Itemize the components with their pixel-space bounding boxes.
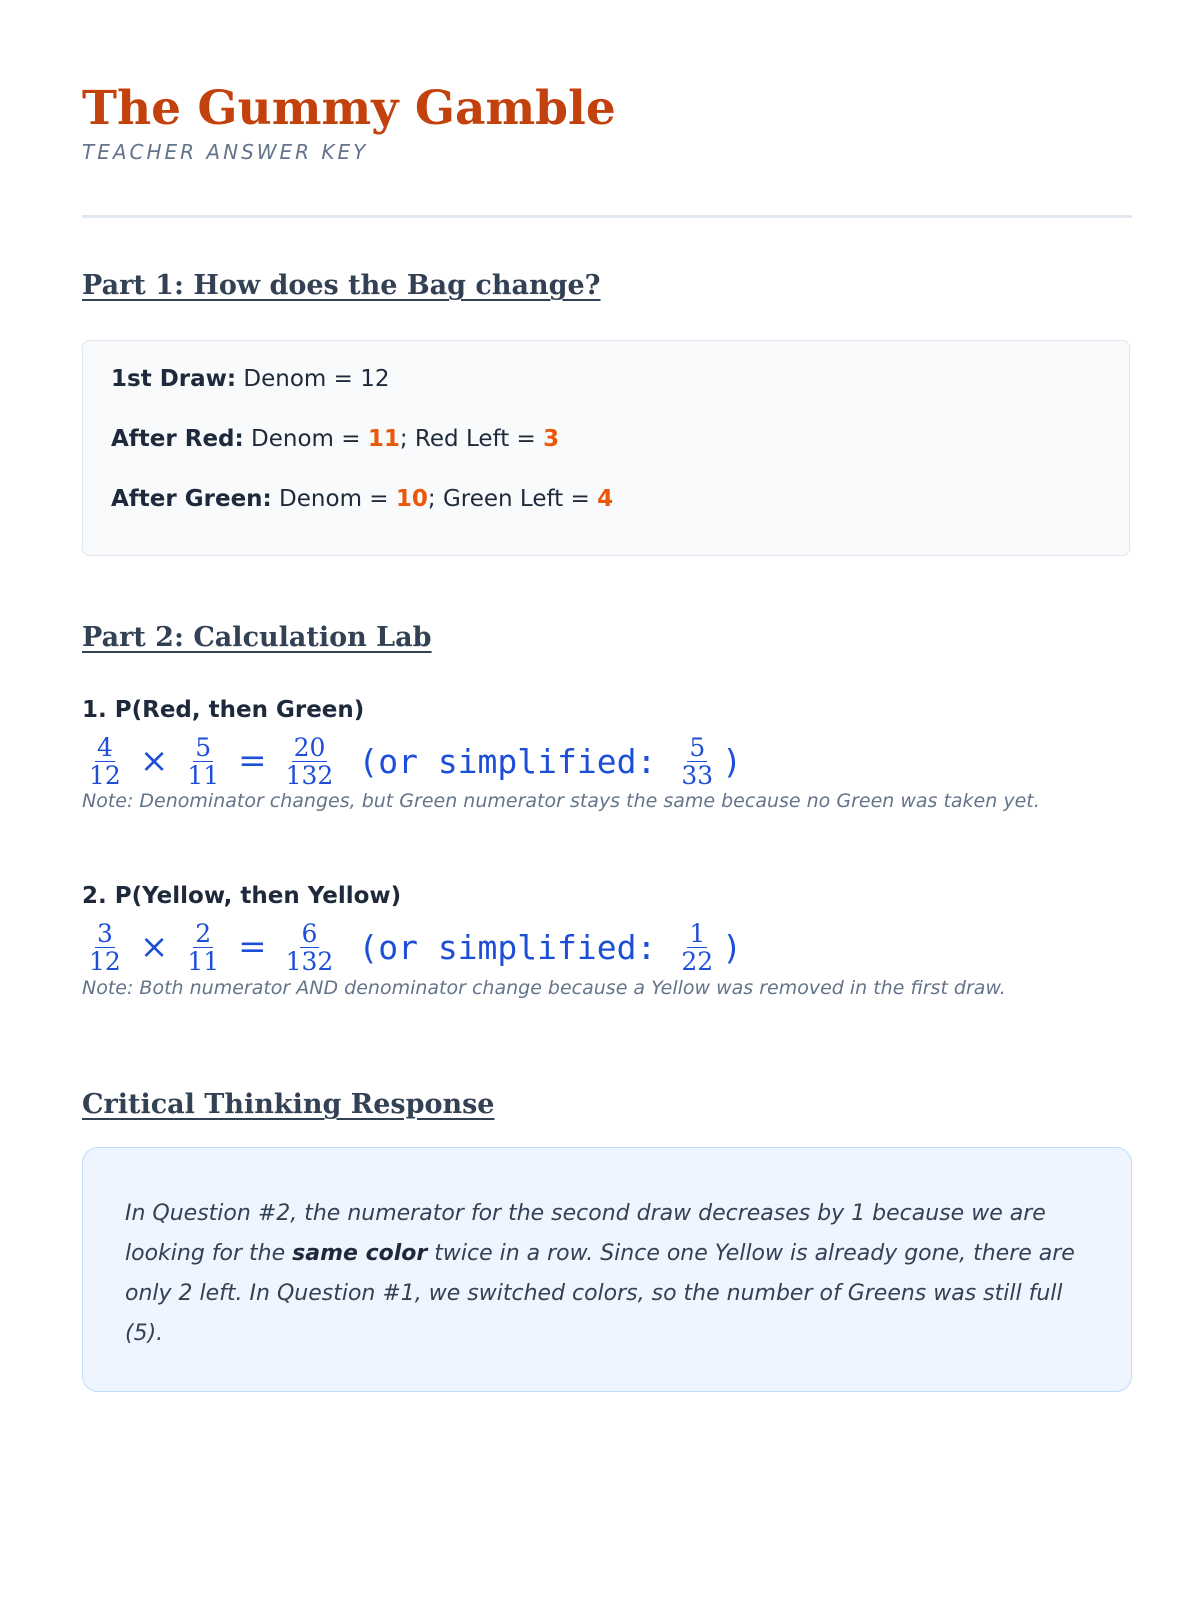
numerator: 4 xyxy=(96,732,113,762)
result-fraction xyxy=(281,734,339,789)
denominator: 132 xyxy=(285,760,334,790)
numerator: 5 xyxy=(689,732,706,762)
part1-heading: Part 1: How does the Bag change? xyxy=(82,270,601,301)
denominator-value: 11 xyxy=(367,426,400,452)
result-fraction xyxy=(281,920,339,975)
question-1-title: 1. P(Red, then Green) xyxy=(82,697,365,723)
denominator: 33 xyxy=(681,760,714,790)
numerator: 6 xyxy=(301,918,318,948)
bag-line-first-draw xyxy=(111,366,390,392)
fraction xyxy=(84,734,126,789)
denominator: 12 xyxy=(89,946,121,976)
simplified-fraction xyxy=(676,734,718,789)
question-2-equation xyxy=(84,914,742,980)
bag-line-after-red xyxy=(111,426,559,452)
part2-heading: Part 2: Calculation Lab xyxy=(82,622,432,653)
times-sign: × xyxy=(139,927,169,967)
denominator: 11 xyxy=(187,946,220,976)
bag-line-label: After Red: xyxy=(111,426,244,452)
response-emphasis: same color xyxy=(292,1241,428,1266)
simplified-fraction xyxy=(676,920,718,975)
bag-line-label: After Green: xyxy=(111,486,272,512)
denominator: 22 xyxy=(681,946,714,976)
closing-paren: ) xyxy=(722,741,743,781)
simplified-label: (or simplified: xyxy=(358,741,657,781)
numerator: 2 xyxy=(195,918,212,948)
page-title: The Gummy Gamble xyxy=(82,81,616,136)
denominator: 132 xyxy=(285,946,334,976)
fraction xyxy=(182,734,224,789)
times-sign: × xyxy=(139,741,169,781)
numerator: 20 xyxy=(293,732,326,762)
simplified-label: (or simplified: xyxy=(358,927,657,967)
remaining-value: 3 xyxy=(543,426,560,452)
critical-thinking-response-box xyxy=(82,1147,1132,1392)
fraction xyxy=(84,920,126,975)
bag-line-text: Denom = xyxy=(271,486,396,512)
response-text-part: twice in a row. Since one Yellow is already gone, there are only 2 left. In Question #1, we switched colors, so the number of Greens was still full (5). xyxy=(125,1241,1075,1346)
question-2-note: Note: Both numerator AND denominator change because a Yellow was removed in the first draw. xyxy=(82,977,1006,999)
denominator-value: 10 xyxy=(395,486,428,512)
response-text-part: In Question #2, the numerator for the second draw decreases by 1 because we are looking for the xyxy=(125,1201,1046,1266)
closing-paren: ) xyxy=(722,927,743,967)
denominator: 12 xyxy=(89,760,121,790)
numerator: 5 xyxy=(195,732,212,762)
numerator: 3 xyxy=(96,918,113,948)
bag-line-after-green xyxy=(111,486,613,512)
bag-line-label: 1st Draw: xyxy=(111,366,237,392)
bag-line-text: Denom = 12 xyxy=(236,366,390,392)
denominator: 11 xyxy=(187,760,220,790)
numerator: 1 xyxy=(689,918,706,948)
header-divider xyxy=(82,215,1132,218)
equals-sign: = xyxy=(238,741,267,781)
header xyxy=(82,82,616,164)
bag-line-text: ; Green Left = xyxy=(427,486,598,512)
question-1-note: Note: Denominator changes, but Green numerator stays the same because no Green was taken yet. xyxy=(82,790,1040,812)
page-subtitle: TEACHER ANSWER KEY xyxy=(82,140,369,165)
bag-change-box xyxy=(82,340,1130,556)
bag-line-text: Denom = xyxy=(243,426,368,452)
bag-line-text: ; Red Left = xyxy=(399,426,544,452)
equals-sign: = xyxy=(238,927,267,967)
critical-thinking-response xyxy=(125,1194,1091,1354)
question-2-title: 2. P(Yellow, then Yellow) xyxy=(82,883,402,909)
question-1-equation xyxy=(84,728,742,794)
remaining-value: 4 xyxy=(597,486,614,512)
fraction xyxy=(182,920,224,975)
critical-thinking-heading: Critical Thinking Response xyxy=(82,1089,495,1120)
